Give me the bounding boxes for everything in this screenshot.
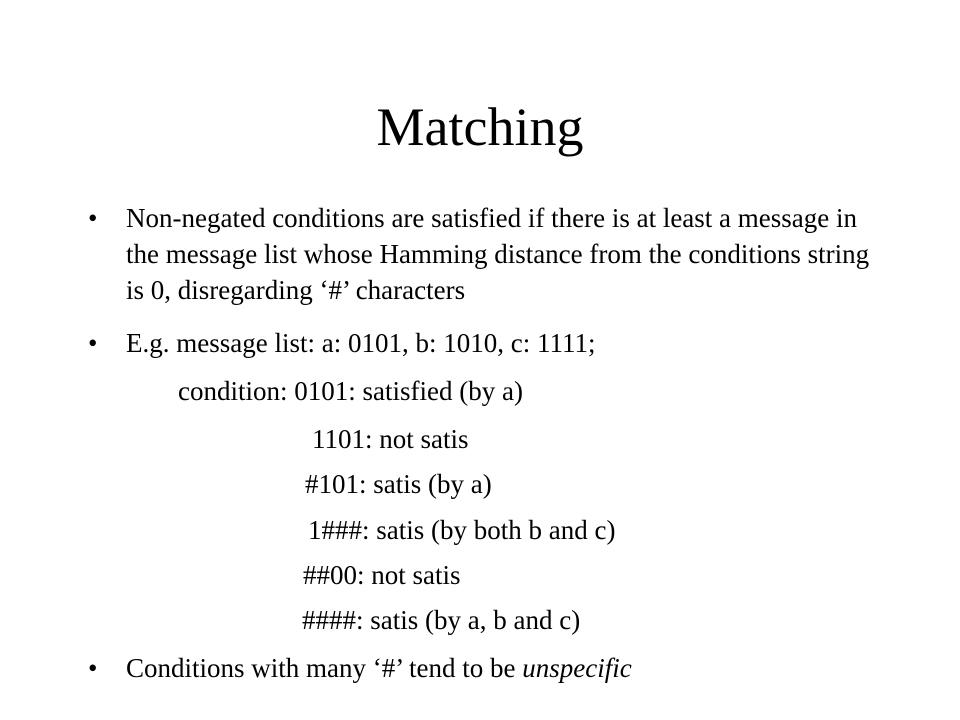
bullet-marker: • — [88, 328, 98, 358]
example-condition-line: ####: satis (by a, b and c) — [302, 605, 581, 635]
bullet-matching-rule: Non-negated conditions are satisfied if there is at least a message in the message list whose Hamming distance from the conditions string is 0, disregarding ‘#’ characters — [126, 203, 870, 305]
example-condition-line: ##00: not satis — [303, 560, 461, 590]
emphasis-word: unspecific — [522, 653, 632, 683]
bullet-example-message-list: E.g. message list: a: 0101, b: 1010, c: 1111; — [126, 328, 596, 358]
example-condition-line: 1###: satis (by both b and c) — [308, 515, 616, 545]
bullet-text: Conditions with many ‘#’ tend to be — [126, 653, 523, 683]
slide-title: Matching — [376, 97, 584, 157]
example-condition-line: #101: satis (by a) — [305, 469, 492, 499]
bullet-marker: • — [88, 203, 98, 233]
example-condition-line: 1101: not satis — [312, 424, 469, 454]
bullet-unspecific-conditions — [126, 650, 886, 686]
example-condition-line: condition: 0101: satisfied (by a) — [178, 376, 523, 406]
bullet-marker: • — [88, 653, 98, 683]
